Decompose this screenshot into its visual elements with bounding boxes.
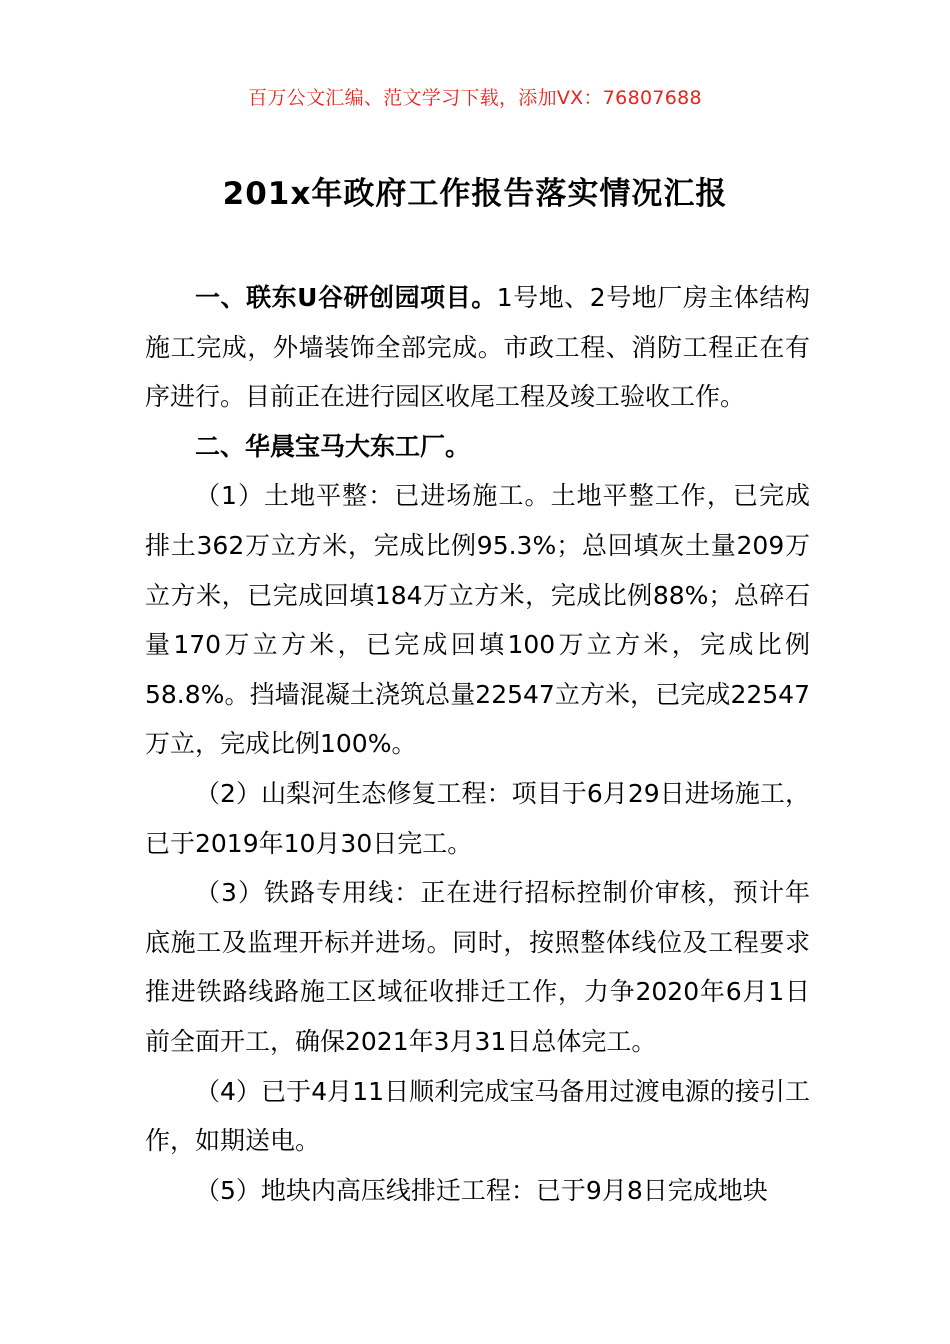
paragraph-text: （2）山梨河生态修复工程：项目于6月29日进场施工，已于2019年10月30日完工。 [145,778,810,858]
paragraph-heading: 二、华晨宝马大东工厂。 [195,431,471,461]
paragraph-3 [145,471,810,769]
paragraph-heading: 一、联东U谷研创园项目。 [195,283,497,312]
paragraph-text: （3）铁路专用线：正在进行招标控制价审核，预计年底施工及监理开标并进场。同时，按照整体线位及工程要求推进铁路线路施工区域征收排迁工作，力争2020年6月1日前全面开工，确保2021年3月31日总体完工。 [145,878,810,1056]
header-note: 百万公文汇编、范文学习下载，添加VX：76807688 [248,87,702,109]
paragraph-1 [145,273,810,422]
paragraph-text: （5）地块内高压线排迁工程：已于9月8日完成地块 [195,1175,768,1205]
paragraph-5 [145,868,810,1066]
document-title: 201x年政府工作报告落实情况汇报 [222,176,728,212]
paragraph-6 [145,1067,810,1166]
document-body [145,273,810,1215]
paragraph-text: （1）土地平整：已进场施工。土地平整工作，已完成排土362万立方米，完成比例95.3%；总回填灰土量209万立方米，已完成回填184万立方米，完成比例88%；总碎石量170万立方米，已完成回填100万立方米，完成比例58.8%。挡墙混凝土浇筑总量22547立方米，已完成22547万立，完成比例100%。 [145,481,810,759]
paragraph-2 [145,422,810,472]
paragraph-4 [145,769,810,868]
paragraph-7 [145,1166,810,1216]
paragraph-text: 1号地、2号地厂房主体结构施工完成，外墙装饰全部完成。市政工程、消防工程正在有序进行。目前正在进行园区收尾工程及竣工验收工作。 [145,283,810,412]
paragraph-text: （4）已于4月11日顺利完成宝马备用过渡电源的接引工作，如期送电。 [145,1076,810,1156]
